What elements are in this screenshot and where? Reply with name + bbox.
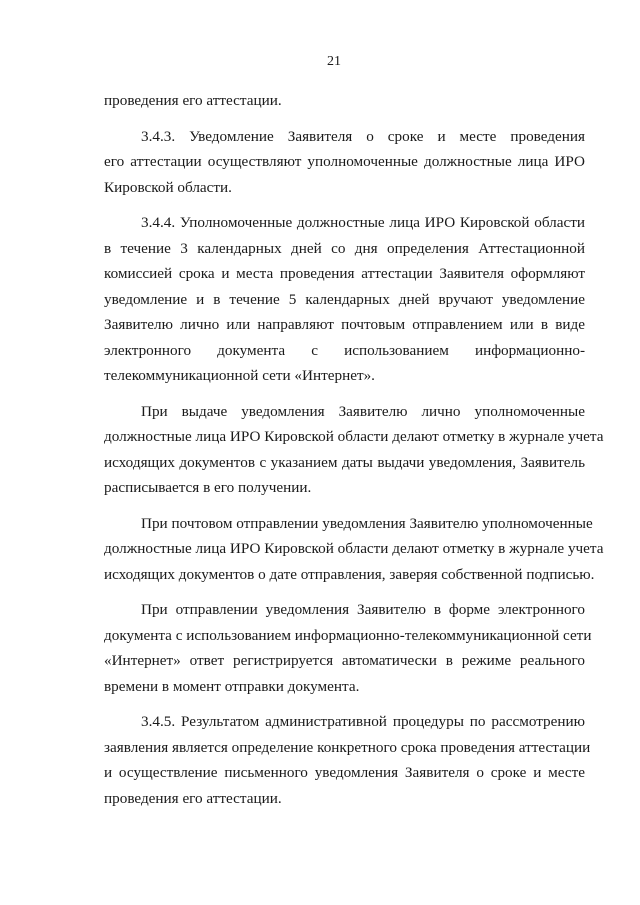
text-line: Заявителю лично или направляют почтовым отправлением или в виде	[104, 316, 585, 333]
text-line: времени в момент отправки документа.	[104, 677, 360, 695]
text-line: заявления является определение конкретного срока проведения аттестации	[104, 738, 591, 756]
text-line: должностные лица ИРО Кировской области делают отметку в журнале учета	[104, 428, 604, 445]
page-number: 21	[327, 54, 341, 69]
text-line: «Интернет» ответ регистрируется автоматически в режиме реального	[104, 652, 585, 669]
text-line: При почтовом отправлении уведомления Заявителю уполномоченные	[141, 514, 593, 532]
paragraph	[104, 124, 585, 201]
text-line: 3.4.3. Уведомление Заявителя о сроке и месте проведения	[141, 127, 585, 145]
text-line: исходящих документов о дате отправления, заверяя собственной подписью.	[104, 565, 595, 583]
text-line: проведения его аттестации.	[104, 92, 282, 109]
text-line: Кировской области.	[104, 178, 232, 196]
paragraph	[104, 709, 591, 811]
paragraph	[104, 88, 585, 114]
text-line: уведомление и в течение 5 календарных дней вручают уведомление	[104, 290, 585, 308]
paragraph	[104, 399, 604, 501]
text-line: 3.4.5. Результатом административной процедуры по рассмотрению	[141, 713, 585, 730]
text-line: расписывается в его получении.	[104, 479, 312, 496]
text-line: и осуществление письменного уведомления Заявителя о сроке и месте	[104, 764, 585, 781]
text-line: должностные лица ИРО Кировской области делают отметку в журнале учета	[104, 540, 604, 557]
paragraph	[104, 597, 592, 699]
text-line: 3.4.4. Уполномоченные должностные лица ИРО Кировской области	[141, 214, 585, 231]
paragraph	[104, 210, 585, 389]
text-line: При выдаче уведомления Заявителю лично уполномоченные	[141, 402, 585, 420]
document-body	[104, 88, 604, 811]
text-line: При отправлении уведомления Заявителю в форме электронного	[141, 601, 585, 618]
text-line: в течение 3 календарных дней со дня определения Аттестационной	[104, 239, 585, 257]
text-line: электронного документа с использованием информационно-	[104, 341, 585, 359]
paragraph	[104, 511, 604, 588]
text-line: проведения его аттестации.	[104, 789, 282, 807]
text-line: комиссией срока и места проведения аттестации Заявителя оформляют	[104, 265, 585, 282]
text-line: документа с использованием информационно-телекоммуникационной сети	[104, 626, 592, 644]
text-line: телекоммуникационной сети «Интернет».	[104, 367, 375, 384]
text-line: его аттестации осуществляют уполномоченные должностные лица ИРО	[104, 153, 585, 170]
text-line: исходящих документов с указанием даты выдачи уведомления, Заявитель	[104, 453, 585, 471]
